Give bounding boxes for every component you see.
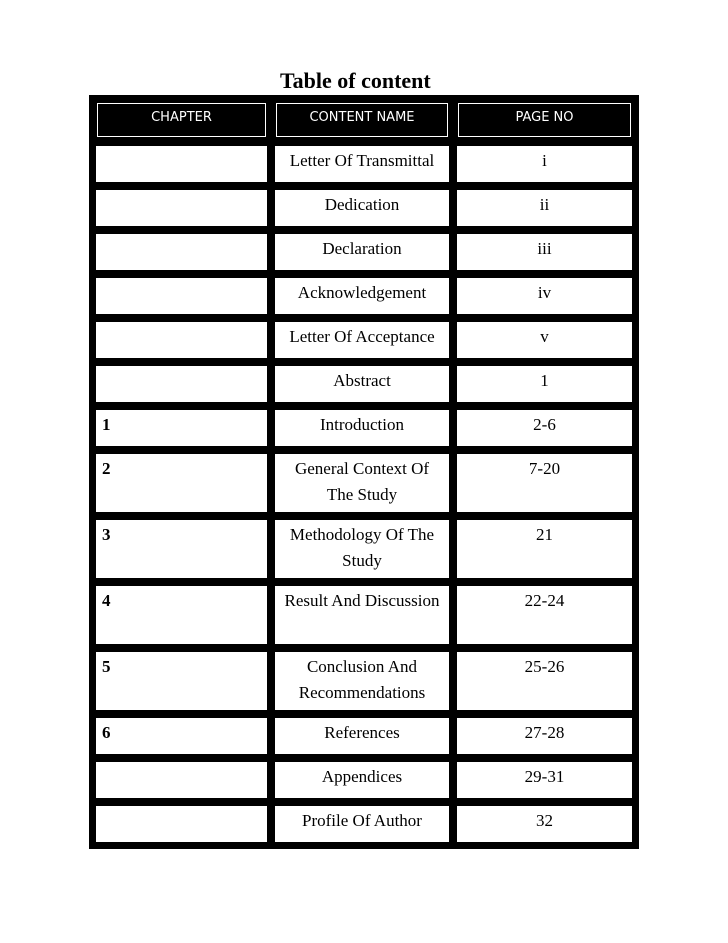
page-no-cell: 21 bbox=[455, 518, 634, 580]
page-no-cell: i bbox=[455, 144, 634, 184]
toc-table bbox=[89, 95, 639, 849]
page-no-cell: 29-31 bbox=[455, 760, 634, 800]
chapter-cell bbox=[94, 364, 269, 404]
content-name-cell: Methodology Of The Study bbox=[273, 518, 451, 580]
content-name-cell: Appendices bbox=[273, 760, 451, 800]
chapter-cell bbox=[94, 276, 269, 316]
content-name-cell: Conclusion And Recommendations bbox=[273, 650, 451, 712]
content-name-cell: Abstract bbox=[273, 364, 451, 404]
header-page-no: PAGE NO bbox=[455, 100, 634, 140]
chapter-cell: 4 bbox=[94, 584, 269, 646]
toc-grid bbox=[92, 98, 636, 846]
content-name-cell: Introduction bbox=[273, 408, 451, 448]
page-no-cell: 22-24 bbox=[455, 584, 634, 646]
page-no-cell: 1 bbox=[455, 364, 634, 404]
page-no-cell: 2-6 bbox=[455, 408, 634, 448]
chapter-cell: 6 bbox=[94, 716, 269, 756]
page-no-cell: 32 bbox=[455, 804, 634, 844]
content-name-cell: Declaration bbox=[273, 232, 451, 272]
page-no-cell: 7-20 bbox=[455, 452, 634, 514]
chapter-cell bbox=[94, 320, 269, 360]
page-no-cell: 27-28 bbox=[455, 716, 634, 756]
page-no-cell: iii bbox=[455, 232, 634, 272]
chapter-cell bbox=[94, 804, 269, 844]
chapter-cell bbox=[94, 144, 269, 184]
page-no-cell: v bbox=[455, 320, 634, 360]
chapter-cell bbox=[94, 232, 269, 272]
chapter-cell: 2 bbox=[94, 452, 269, 514]
page-no-cell: 25-26 bbox=[455, 650, 634, 712]
header-content-name: CONTENT NAME bbox=[273, 100, 451, 140]
header-chapter: CHAPTER bbox=[94, 100, 269, 140]
page-no-cell: iv bbox=[455, 276, 634, 316]
chapter-cell: 5 bbox=[94, 650, 269, 712]
content-name-cell: General Context Of The Study bbox=[273, 452, 451, 514]
page-no-cell: ii bbox=[455, 188, 634, 228]
page-title: Table of content bbox=[280, 68, 431, 93]
content-name-cell: Letter Of Transmittal bbox=[273, 144, 451, 184]
content-name-cell: Result And Discussion bbox=[273, 584, 451, 646]
content-name-cell: References bbox=[273, 716, 451, 756]
content-name-cell: Dedication bbox=[273, 188, 451, 228]
chapter-cell: 3 bbox=[94, 518, 269, 580]
content-name-cell: Acknowledgement bbox=[273, 276, 451, 316]
content-name-cell: Letter Of Acceptance bbox=[273, 320, 451, 360]
chapter-cell: 1 bbox=[94, 408, 269, 448]
content-name-cell: Profile Of Author bbox=[273, 804, 451, 844]
chapter-cell bbox=[94, 188, 269, 228]
chapter-cell bbox=[94, 760, 269, 800]
